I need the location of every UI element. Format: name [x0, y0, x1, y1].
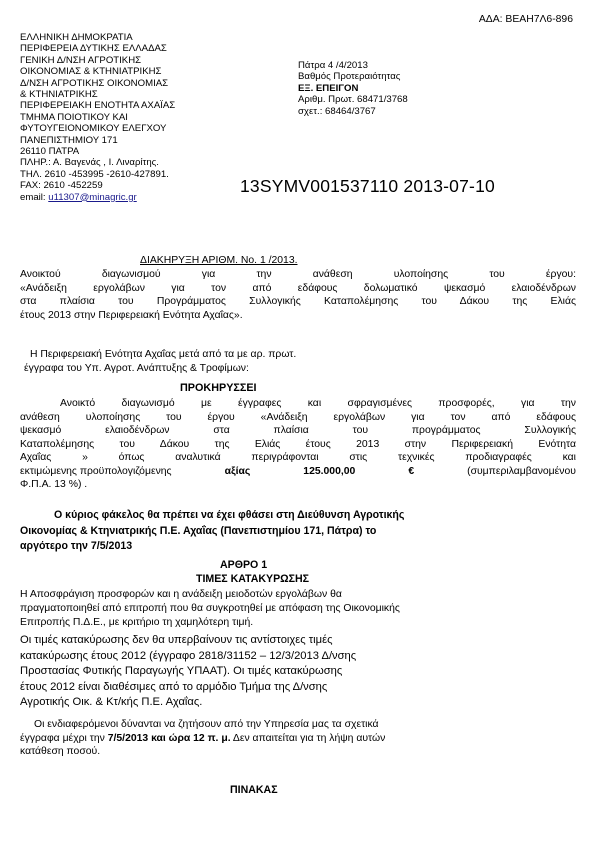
ada-code: ΑΔΑ: ΒΕΑΗ7Λ6-896 [478, 14, 573, 25]
document-code: 13SYMV001537110 2013-07-10 [240, 176, 495, 196]
sender-line: FAX: 2610 -452259 [20, 180, 103, 192]
article-line: Η Αποσφράγιση προσφορών και η ανάδειξη μειοδοτών εργολάβων θα [20, 589, 342, 600]
info-line: Οι ενδιαφερόμενοι δύνανται να ζητήσουν από την Υπηρεσία μας τα σχετικά [34, 719, 379, 730]
table-heading: ΠΙΝΑΚΑΣ [230, 784, 278, 796]
intro-line: Ανοικτού διαγωνισμού για την ανάθεση υλοποίησης του έργου: [20, 269, 576, 280]
article-line: Προστασίας Φυτικής Παραγωγής ΥΠΑΑΤ). Οι τιμές κατακύρωσης [20, 665, 343, 678]
info-pre: έγγραφα μέχρι την [20, 732, 105, 744]
vat-line: Φ.Π.Α. 13 %) . [20, 479, 88, 490]
proclaims-heading: ΠΡΟΚΗΡΥΣΣΕΙ [180, 382, 257, 394]
tender-line: Αχαΐας » όπως αναλυτικά περιγράφονται στις τεχνικές προδιαγραφές και [20, 452, 576, 463]
protocol-number: Αριθμ. Πρωτ. 68471/3768 [298, 94, 408, 106]
urgency-label: ΕΞ. ΕΠΕΙΓΟΝ [298, 82, 359, 94]
sender-line: ΕΛΛΗΝΙΚΗ ΔΗΜΟΚΡΑΤΙΑ [20, 32, 133, 43]
intro-line: «Ανάδειξη εργολάβων για τον από εδάφους δολωματικό ψεκασμό ελαιοδένδρων [20, 282, 576, 294]
article-paragraph-2 [20, 633, 576, 711]
article-line: Αγροτικής Οικ. & Κτ/κής Π.Ε. Αχαΐας. [20, 696, 203, 709]
info-post: Δεν απαιτείται για τη λήψη αυτών [232, 732, 386, 744]
budget-amount: 125.000,00 [303, 465, 356, 477]
sender-line: 26110 ΠΑΤΡΑ [20, 146, 80, 158]
sender-line: ΠΑΝΕΠΙΣΤΗΜΙΟΥ 171 [20, 134, 118, 146]
info-deadline: 7/5/2013 και ώρα 12 π. μ. [107, 732, 231, 744]
sender-line: ΦΥΤΟΥΓΕΙΟΝΟΜΙΚΟΥ ΕΛΕΓΧΟΥ [20, 123, 167, 135]
authority-line: έγγραφα του Υπ. Αγροτ. Ανάπτυξης & Τροφίμων: [24, 362, 249, 374]
sender-line: Δ/ΝΣΗ ΑΓΡΟΤΙΚΗΣ ΟΙΚΟΝΟΜΙΑΣ [20, 77, 169, 89]
sender-line: & ΚΤΗΝΙΑΤΡΙΚΗΣ [20, 89, 98, 101]
sender-line: ΤΜΗΜΑ ΠΟΙΟΤΙΚΟΥ ΚΑΙ [20, 111, 128, 123]
tender-line: Καταπολέμησης του Δάκου της Ελιάς έτους 2013 στην Περιφερειακή Ενότητα [20, 438, 576, 450]
info-line: κατάθεση ποσού. [20, 746, 101, 757]
article-line: πραγματοποιηθεί από επιτροπή που θα συγκροτηθεί με απόφαση της Οικονομικής [20, 603, 400, 614]
email-label: email: [20, 191, 46, 203]
sender-line: ΤΗΛ. 2610 -453995 -2610-427891. [20, 168, 169, 180]
article-line: Οι τιμές κατακύρωσης δεν θα υπερβαίνουν τις αντίστοιχες τιμές [20, 634, 333, 646]
tender-paragraph [20, 397, 576, 492]
email-line [20, 192, 175, 203]
sender-line: ΓΕΝΙΚΗ Δ/ΝΣΗ ΑΓΡΟΤΙΚΗΣ [20, 54, 142, 66]
tender-line: ανάθεση υλοποίησης του έργου «Ανάδειξη εργολάβων για τον από εδάφους [20, 411, 576, 423]
tender-line: ψεκασμό ελαιοδένδρων στα πλαίσια του προγράμματος Συλλογικής [20, 425, 576, 436]
intro-line: στα πλαίσια του Προγράμματος Συλλογικής Καταπολέμησης του Δάκου της Ελιάς [20, 296, 576, 307]
article-line: κατακύρωσης έτους 2012 (έγγραφο 2818/31152 – 12/3/2013 Δ/νσης [20, 649, 357, 662]
authority-line: Η Περιφερειακή Ενότητα Αχαΐας μετά από τα με αρ. πρωτ. [30, 349, 297, 360]
intro-line: έτους 2013 στην Περιφερειακή Ενότητα Αχαΐας». [20, 309, 243, 321]
article-paragraph-1 [20, 588, 400, 630]
deadline-line: αργότερο την 7/5/2013 [20, 540, 133, 552]
budget-label: αξίας [224, 465, 251, 477]
email-link[interactable]: u11307@minagric.gr [48, 191, 137, 203]
sender-line: ΟΙΚΟΝΟΜΙΑΣ & ΚΤΗΝΙΑΤΡΙΚΗΣ [20, 66, 162, 78]
article-line: Επιτροπής Π.Δ.Ε., με κριτήριο τη χαμηλότερη τιμή. [20, 617, 254, 628]
article-title: ΤΙΜΕΣ ΚΑΤΑΚΥΡΩΣΗΣ [196, 573, 310, 585]
tender-line: Ανοικτό διαγωνισμό με έγγραφες και σφραγισμένες προσφορές, για την [60, 398, 576, 409]
sender-line: ΠΛΗΡ.: Α. Βαγενάς , Ι. Λιναρίτης. [20, 157, 159, 169]
deadline-line: Ο κύριος φάκελος θα πρέπει να έχει φθάσει στη Διεύθυνση Αγροτικής [54, 509, 405, 521]
article-number: ΑΡΘΡΟ 1 [220, 559, 268, 571]
budget-line [20, 465, 576, 479]
budget-currency: € [408, 465, 415, 477]
sender-line: ΠΕΡΙΦΕΡΕΙΑΚΗ ΕΝΟΤΗΤΑ ΑΧΑΪΑΣ [20, 100, 176, 112]
info-paragraph [20, 718, 385, 759]
authority-text [24, 348, 297, 375]
meta-block [298, 60, 408, 117]
deadline-line: Οικονομίας & Κτηνιατρικής Π.Ε. Αχαΐας (Πανεπιστημίου 171, Πάτρα) το [20, 524, 377, 537]
article-line: έτους 2012 είναι διαθέσιμες από το αρμόδιο Τμήμα της Δ/νσης [20, 680, 328, 693]
deadline-paragraph [20, 508, 404, 555]
intro-paragraph [20, 268, 576, 322]
related-number: σχετ.: 68464/3767 [298, 105, 376, 117]
info-line [20, 732, 385, 746]
sender-line: ΠΕΡΙΦΕΡΕΙΑ ΔΥΤΙΚΗΣ ΕΛΛΑΔΑΣ [20, 43, 167, 55]
budget-prefix: εκτιμώμενης προϋπολογιζόμενης [20, 465, 172, 477]
place-date: Πάτρα 4 /4/2013 [298, 60, 368, 71]
notice-title: ΔΙΑΚΗΡΥΞΗ ΑΡΙΘΜ. Νο. 1 /2013. [140, 255, 298, 266]
sender-block [20, 32, 175, 203]
priority-label: Βαθμός Προτεραιότητας [298, 71, 401, 83]
budget-suffix: (συμπεριλαμβανομένου [467, 465, 576, 477]
